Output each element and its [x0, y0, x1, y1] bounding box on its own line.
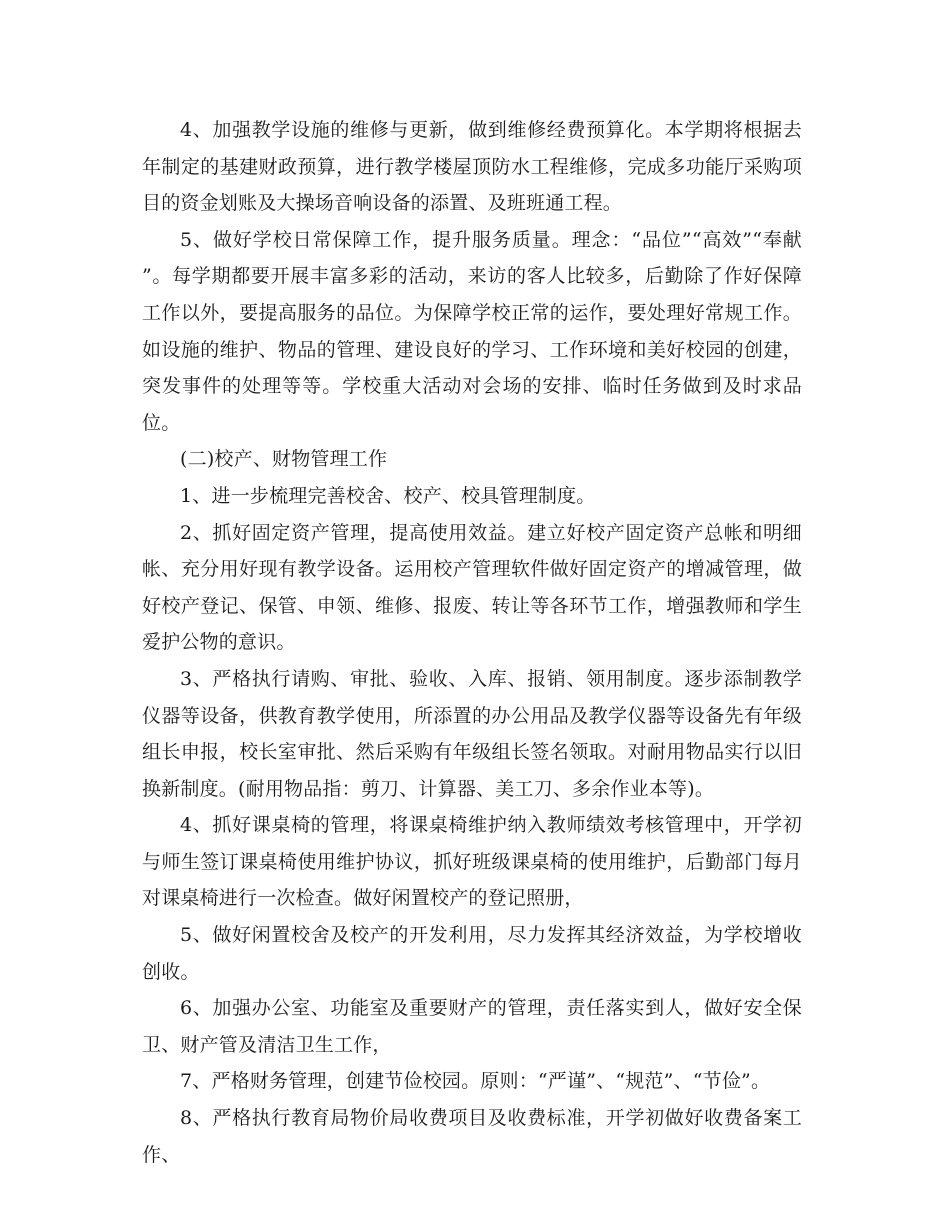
document-body [142, 112, 802, 1173]
paragraph-daily-support: 5、做好学校日常保障工作，提升服务质量。理念：“品位”“高效”“奉献 ”。每学期都要开展丰富多彩的活动，来访的客人比较多，后勤除了作好保障工作以外，要提高服务的品位。为保障学校正常的运作，要处理好常规工作。如设施的维护、物品的管理、建设良好的学习、工作环境和美好校园的创建，突发事件的处理等等。学校重大活动对会场的安排、临时任务做到及时求品位。 [142, 228, 802, 434]
paragraph-item-1: 1、进一步梳理完善校舍、校产、校具管理制度。 [180, 484, 596, 507]
paragraph-item-4: 4、抓好课桌椅的管理，将课桌椅维护纳入教师绩效考核管理中，开学初与师生签订课桌椅使用维护协议，抓好班级课桌椅的使用维护，后勤部门每月对课桌椅进行一次检查。做好闲置校产的登记照册， [142, 814, 802, 910]
paragraph-item-3: 3、严格执行请购、审批、验收、入库、报销、领用制度。逐步添制教学仪器等设备，供教育教学使用，所添置的办公用品及教学仪器等设备先有年级组长申报，校长室审批、然后采购有年级组长签名领取。对耐用物品实行以旧换新制度。(耐用物品指：剪刀、计算器、美工刀、多余作业本等)。 [142, 667, 802, 800]
paragraph-item-6: 6、加强办公室、功能室及重要财产的管理，责任落实到人，做好安全保卫、财产管及清洁卫生工作， [142, 997, 802, 1056]
paragraph-item-5: 5、做好闲置校舍及校产的开发利用，尽力发挥其经济效益，为学校增收创收。 [142, 924, 802, 983]
paragraph-item-8: 8、严格执行教育局物价局收费项目及收费标准，开学初做好收费备案工作、 [142, 1107, 802, 1166]
paragraph-facility-maintenance: 4、加强教学设施的维修与更新，做到维修经费预算化。本学期将根据去年制定的基建财政预算，进行教学楼屋顶防水工程维修，完成多功能厅采购项目的资金划账及大操场音响设备的添置、及班班通工程。 [142, 119, 802, 215]
section-heading-property-management: (二)校产、财物管理工作 [180, 448, 388, 471]
paragraph-item-7: 7、严格财务管理，创建节俭校园。原则：“严谨”、“规范”、“节俭”。 [180, 1070, 771, 1093]
paragraph-item-2: 2、抓好固定资产管理，提高使用效益。建立好校产固定资产总帐和明细帐、充分用好现有教学设备。运用校产管理软件做好固定资产的增减管理，做好校产登记、保管、申领、维修、报废、转让等各环节工作，增强教师和学生爱护公物的意识。 [142, 521, 802, 654]
